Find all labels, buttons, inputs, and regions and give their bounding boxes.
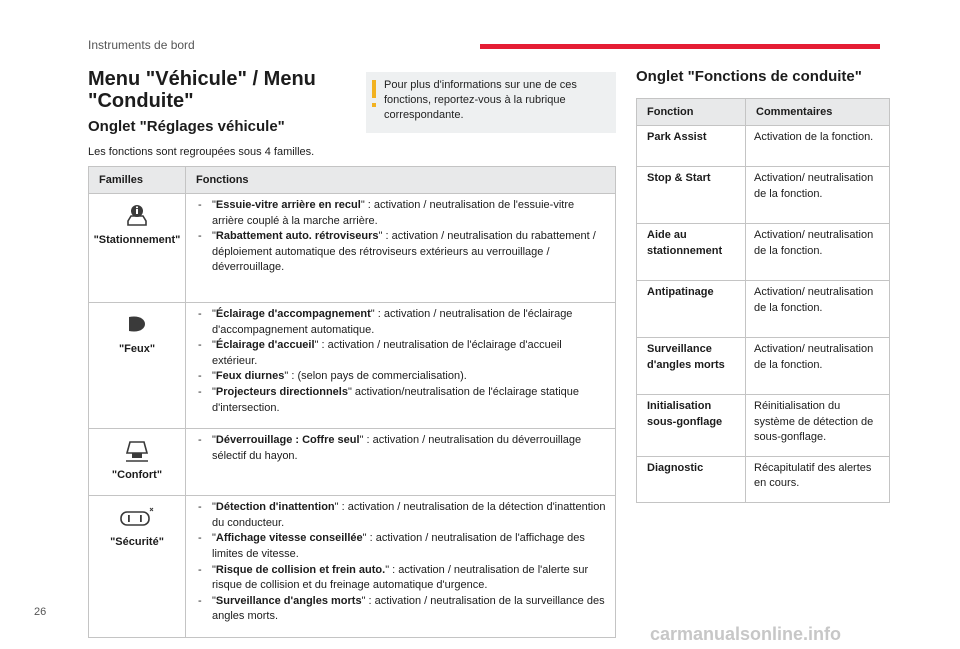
list-item: - "Feux diurnes" : (selon pays de commercialisation).	[198, 370, 467, 383]
list-item: - "Déverrouillage : Coffre seul" : activation / neutralisation du déverrouillage sélectif du hayon.	[198, 434, 582, 462]
family-label: "Feux"	[118, 343, 156, 355]
col-header-fonctions: Fonctions	[186, 167, 616, 194]
header-accent-bar	[480, 44, 880, 49]
info-box-text: Pour plus d'informations sur une de ces fonctions, reportez-vous à la rubrique correspondante.	[384, 79, 577, 121]
table-row	[89, 303, 616, 429]
car-info-icon	[90, 204, 184, 226]
list-item: - "Détection d'inattention" : activation / neutralisation de la détection d'inattention du conducteur.	[198, 501, 606, 529]
list-item: - "Surveillance d'angles morts" : activation / neutralisation de la surveillance des angles morts.	[198, 594, 605, 623]
watermark: carmanualsonline.info	[650, 624, 842, 644]
list-item: - "Essuie-vitre arrière en recul" : activation / neutralisation de l'essuie-vitre arrière couplé à la marche arrière.	[198, 199, 575, 227]
list-item: - "Rabattement auto. rétroviseurs" : activation / neutralisation du rabattement / déploiement automatique des rétroviseurs extérieurs au verrouillage / déverrouillage.	[198, 230, 596, 274]
list-item: - "Risque de collision et frein auto." : activation / neutralisation de l'alerte sur risque de collision et du freinage automatique d'urgence.	[198, 563, 589, 592]
list-item: - "Affichage vitesse conseillée" : activation / neutralisation de l'affichage des limites de vitesse.	[198, 532, 585, 560]
subtitle-conduite: Onglet "Fonctions de conduite"	[636, 68, 862, 85]
page-number: 26	[34, 606, 47, 618]
info-icon-dot	[372, 103, 376, 107]
family-label: "Confort"	[111, 469, 163, 482]
table-row: Initialisation sous-gonflage Réinitialisation du système de détection de sous-gonflage.	[637, 395, 890, 457]
page-title: Menu "Véhicule" / Menu "Conduite"	[88, 68, 316, 112]
info-box	[366, 72, 616, 133]
table-row: Stop & Start Activation/ neutralisation de la fonction.	[637, 167, 890, 224]
col-header-fonction: Fonction	[637, 99, 746, 126]
table-row: Surveillance d'angles morts Activation/ neutralisation de la fonction.	[637, 338, 890, 395]
family-label: "Sécurité"	[110, 536, 164, 549]
families-table	[88, 166, 616, 638]
table-row	[89, 194, 616, 303]
info-icon	[372, 80, 376, 98]
section-title: Instruments de bord	[88, 38, 195, 52]
tailgate-icon	[90, 439, 184, 461]
table-row: Park Assist Activation de la fonction.	[637, 126, 890, 167]
list-item: - "Projecteurs directionnels" activation/neutralisation de l'éclairage statique d'intersection.	[198, 385, 579, 414]
col-header-familles: Familles	[89, 167, 186, 194]
list-item: - "Éclairage d'accueil" : activation / neutralisation de l'éclairage d'accueil extérieur.	[198, 339, 562, 367]
table-row: Diagnostic Récapitulatif des alertes en cours.	[637, 456, 890, 502]
col-header-commentaires: Commentaires	[746, 99, 890, 126]
intro-text: Les fonctions sont regroupées sous 4 familles.	[88, 146, 315, 158]
driver-alert-icon	[90, 506, 184, 528]
headlight-icon	[90, 313, 184, 335]
table-row	[89, 429, 616, 496]
driving-functions-table	[636, 98, 890, 503]
table-row	[89, 496, 616, 638]
table-row: Antipatinage Activation/ neutralisation de la fonction.	[637, 281, 890, 338]
subtitle-reglages: Onglet "Réglages véhicule"	[88, 118, 285, 135]
family-label: "Stationnement"	[93, 234, 181, 246]
list-item: - "Éclairage d'accompagnement" : activation / neutralisation de l'éclairage d'accompagnement automatique.	[198, 308, 573, 336]
table-row: Aide au stationnement Activation/ neutralisation de la fonction.	[637, 224, 890, 281]
